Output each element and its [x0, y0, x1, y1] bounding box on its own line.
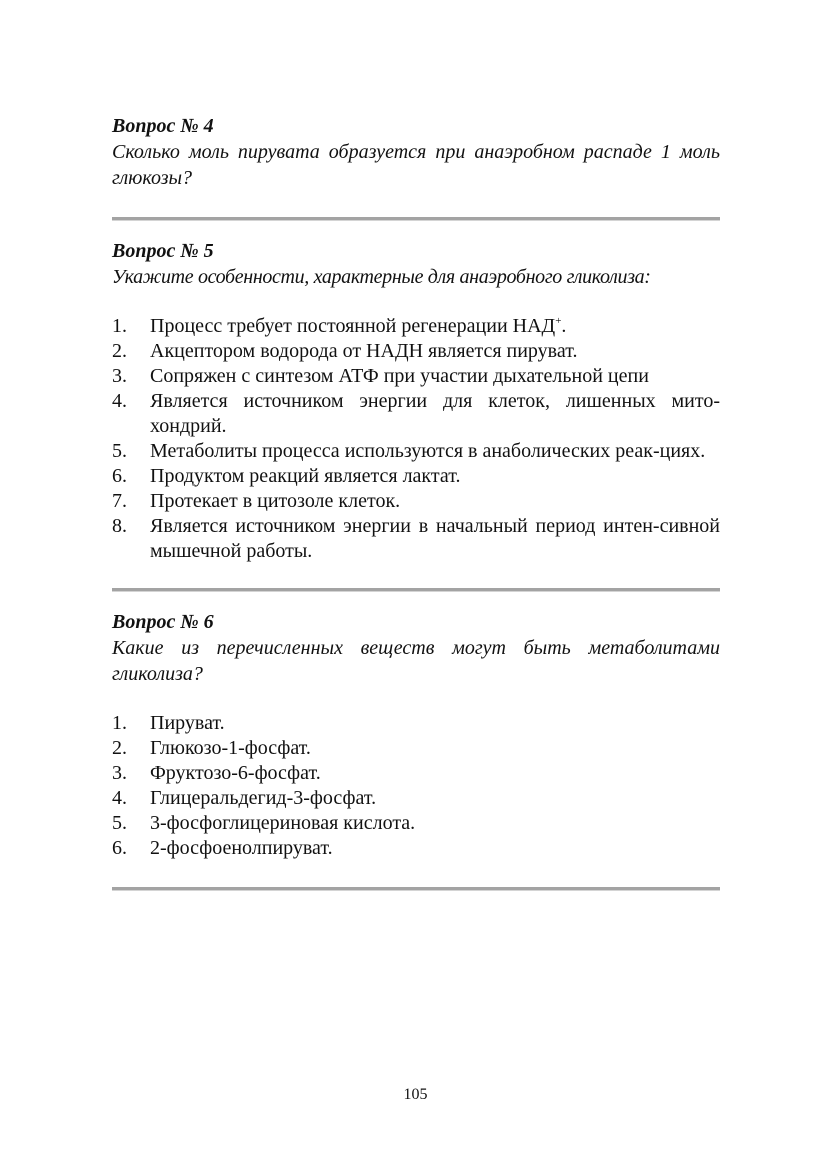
answer-item — [112, 339, 720, 364]
answer-item — [112, 314, 720, 339]
question-6 — [112, 609, 720, 861]
answer-text: Сопряжен с синтезом АТФ при участии дыхательной цепи — [150, 365, 649, 387]
answer-item — [112, 464, 720, 489]
answer-item — [112, 514, 720, 564]
answer-number: 2. — [112, 737, 127, 759]
question-5-title: Вопрос № 5 — [112, 240, 214, 262]
answer-number: 3. — [112, 365, 127, 387]
question-4-title: Вопрос № 4 — [112, 115, 214, 137]
question-4-text: Сколько моль пирувата образуется при анаэробном распаде 1 моль глюкозы? — [112, 141, 720, 189]
answer-item — [112, 364, 720, 389]
answer-number: 2. — [112, 340, 127, 362]
answer-item — [112, 489, 720, 514]
answer-number: 7. — [112, 490, 127, 512]
answer-text: Процесс требует постоянной регенерации НАД — [150, 315, 556, 337]
answer-number: 3. — [112, 762, 127, 784]
superscript: + — [555, 315, 562, 327]
question-5-answers — [112, 314, 720, 564]
divider — [112, 588, 720, 592]
answer-item — [112, 736, 720, 761]
question-4 — [112, 113, 720, 191]
answer-number: 5. — [112, 440, 127, 462]
answer-text: 3-фосфоглицериновая кислота. — [150, 812, 416, 834]
answer-text: Является источником энергии для клеток, лишенных мито-хондрий. — [150, 390, 720, 437]
answer-number: 5. — [112, 812, 127, 834]
answer-item — [112, 811, 720, 836]
answer-number: 4. — [112, 787, 127, 809]
answer-text: Глюкозо-1-фосфат. — [150, 737, 311, 759]
answer-item — [112, 836, 720, 861]
answer-number: 1. — [112, 315, 127, 337]
answer-item — [112, 439, 720, 464]
answer-text: Протекает в цитозоле клеток. — [150, 490, 401, 512]
answer-number: 6. — [112, 465, 127, 487]
answer-text: Акцептором водорода от НАДН является пируват. — [150, 340, 578, 362]
question-6-title: Вопрос № 6 — [112, 611, 214, 633]
answer-text: Глицеральдегид-3-фосфат. — [150, 787, 377, 809]
divider — [112, 887, 720, 891]
question-5-text: Укажите особенности, характерные для анаэробного гликолиза: — [112, 266, 651, 288]
answer-tail: . — [561, 315, 567, 337]
answer-item — [112, 711, 720, 736]
question-5 — [112, 238, 720, 564]
answer-text: 2-фосфоенолпируват. — [150, 837, 333, 859]
answer-item — [112, 389, 720, 439]
answer-number: 8. — [112, 515, 127, 537]
answer-text: Метаболиты процесса используются в анаболических реак-циях. — [150, 440, 706, 462]
answer-number: 1. — [112, 712, 127, 734]
answer-text: Пируват. — [150, 712, 225, 734]
question-6-text: Какие из перечисленных веществ могут быть метаболитами гликолиза? — [112, 637, 720, 685]
page-number: 105 — [403, 1086, 428, 1103]
answer-text: Продуктом реакций является лактат. — [150, 465, 461, 487]
divider — [112, 217, 720, 221]
answer-number: 4. — [112, 390, 127, 412]
answer-text: Является источником энергии в начальный период интен-сивной мышечной работы. — [150, 515, 720, 562]
answer-text: Фруктозо-6-фосфат. — [150, 762, 321, 784]
page-content — [112, 113, 720, 891]
question-6-answers — [112, 711, 720, 861]
answer-number: 6. — [112, 837, 127, 859]
answer-item — [112, 761, 720, 786]
answer-item — [112, 786, 720, 811]
